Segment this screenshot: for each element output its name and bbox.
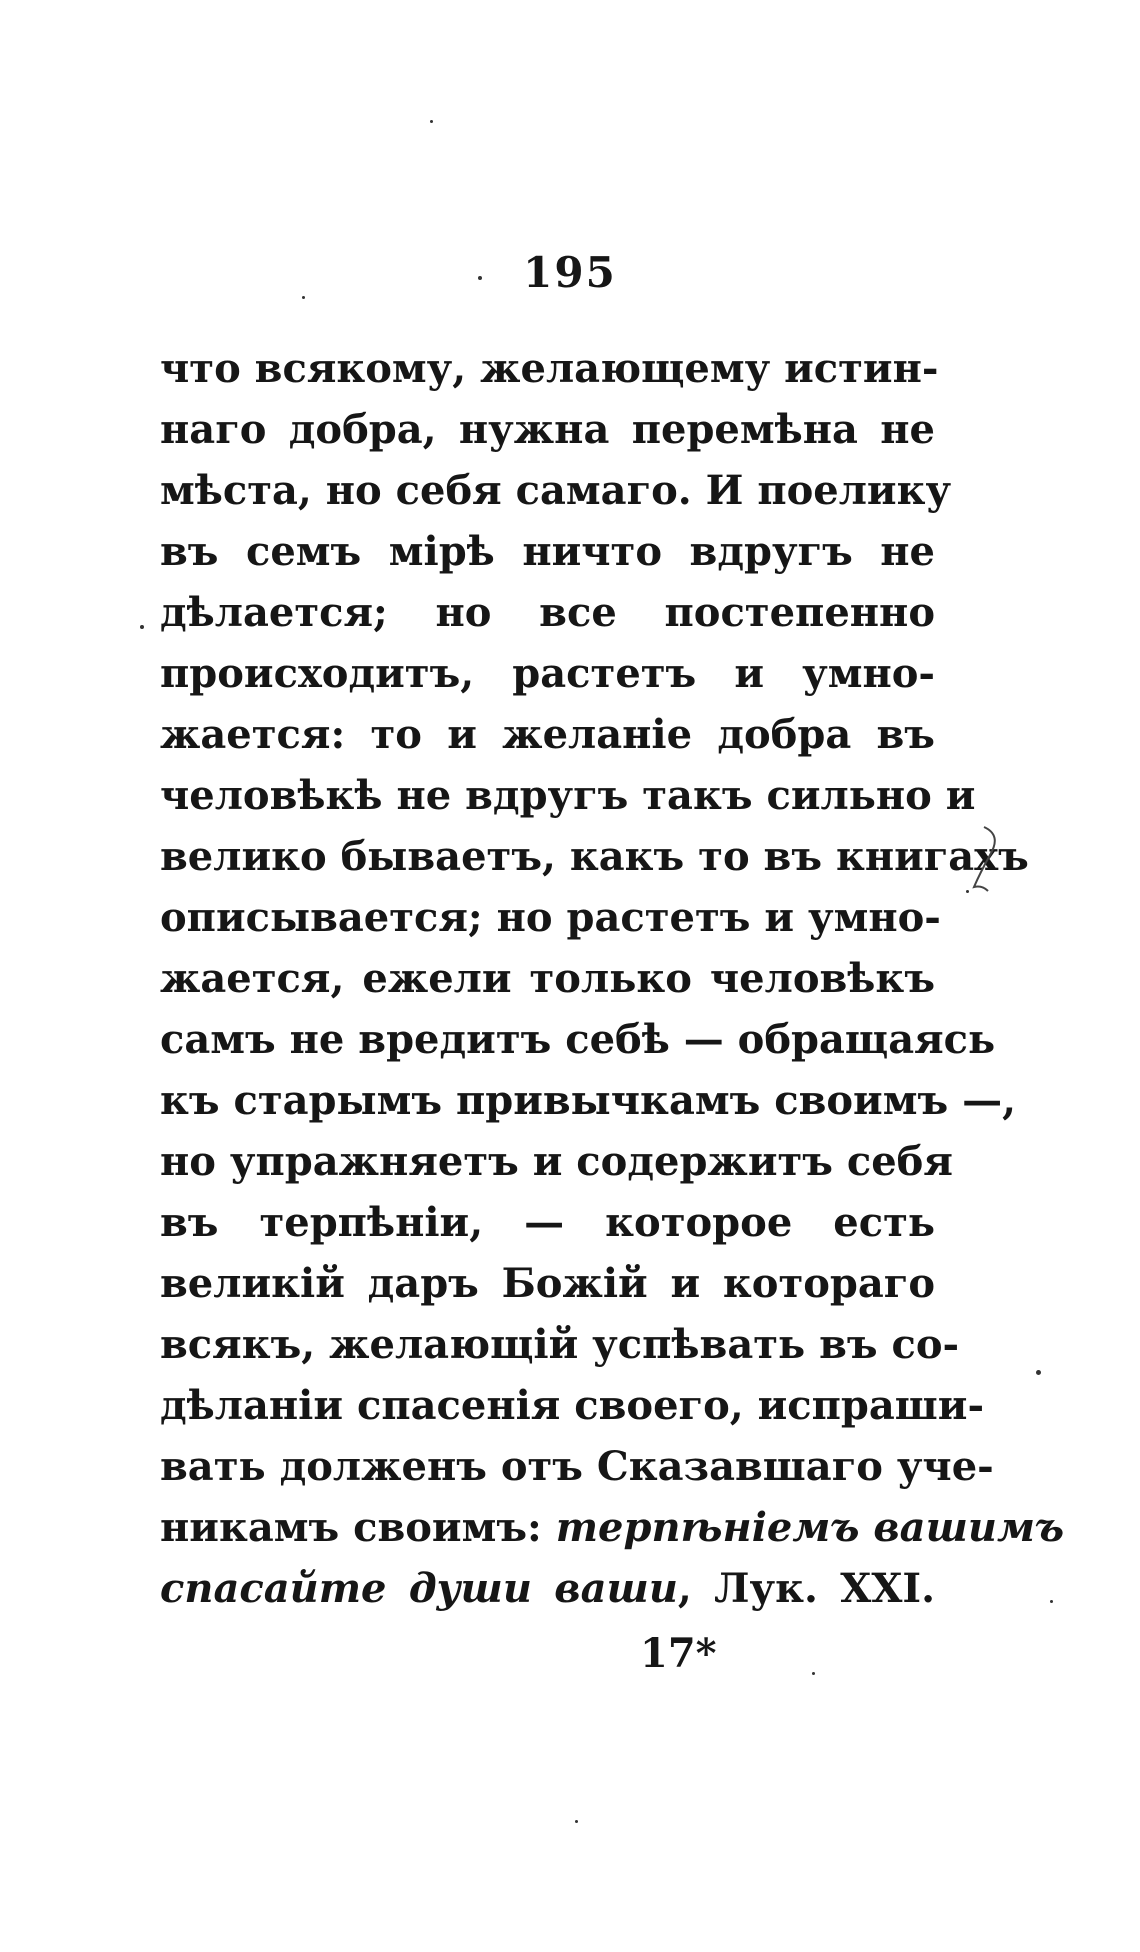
paper-speck (966, 890, 969, 893)
text-line: что всякому, желающему истин- (160, 345, 939, 392)
text-line: описывается; но растетъ и умно- (160, 894, 941, 941)
paper-speck (575, 1820, 578, 1823)
page-number: 195 (523, 248, 617, 297)
scripture-quote: терпѣніемъ вашимъ (555, 1504, 1065, 1551)
text-line: великій даръ Божій и котораго (160, 1260, 935, 1307)
text-line: самъ не вредитъ себѣ — обращаясь (160, 1016, 996, 1063)
text-line: жается: то и желаніе добра въ (160, 711, 935, 758)
text-line: дѣланіи спасенія своего, испраши- (160, 1382, 985, 1429)
text-line: наго добра, нужна перемѣна не (160, 406, 935, 453)
text-line: велико бываетъ, какъ то въ книгахъ (160, 833, 1029, 880)
text-line: въ семъ мірѣ ничто вдругъ не (160, 528, 935, 575)
scripture-reference: , Лук. XXI. (677, 1565, 935, 1612)
paper-speck (812, 1672, 815, 1675)
paper-speck (1050, 1600, 1053, 1603)
text-line: дѣлается; но все постепенно (160, 589, 935, 636)
paper-speck (140, 625, 144, 629)
margin-pencil-mark (972, 825, 1012, 895)
text-line: происходитъ, растетъ и умно- (160, 650, 935, 697)
body-text (160, 338, 1065, 1619)
paper-speck (478, 276, 482, 280)
text-line: мѣста, но себя самаго. И поелику (160, 467, 952, 514)
text-line: вать долженъ отъ Сказавшаго уче- (160, 1443, 994, 1490)
scripture-quote: спасайте души ваши (160, 1565, 678, 1612)
text-line: жается, ежели только человѣкъ (160, 955, 935, 1002)
paper-speck (302, 296, 305, 299)
text-line: къ старымъ привычкамъ своимъ —, (160, 1077, 1016, 1124)
text-line: въ терпѣніи, — которое есть (160, 1199, 935, 1246)
text-line (160, 1497, 1065, 1558)
text-line: всякъ, желающій успѣвать въ со- (160, 1321, 960, 1368)
text-span: никамъ своимъ: (160, 1504, 556, 1551)
text-line: но упражняетъ и содержитъ себя (160, 1138, 953, 1185)
paper-speck (1036, 1370, 1041, 1375)
text-line: человѣкѣ не вдругъ такъ сильно и (160, 772, 976, 819)
printer-signature-mark: 17* (640, 1630, 717, 1677)
paper-speck (430, 120, 433, 123)
text-line (160, 1558, 935, 1619)
